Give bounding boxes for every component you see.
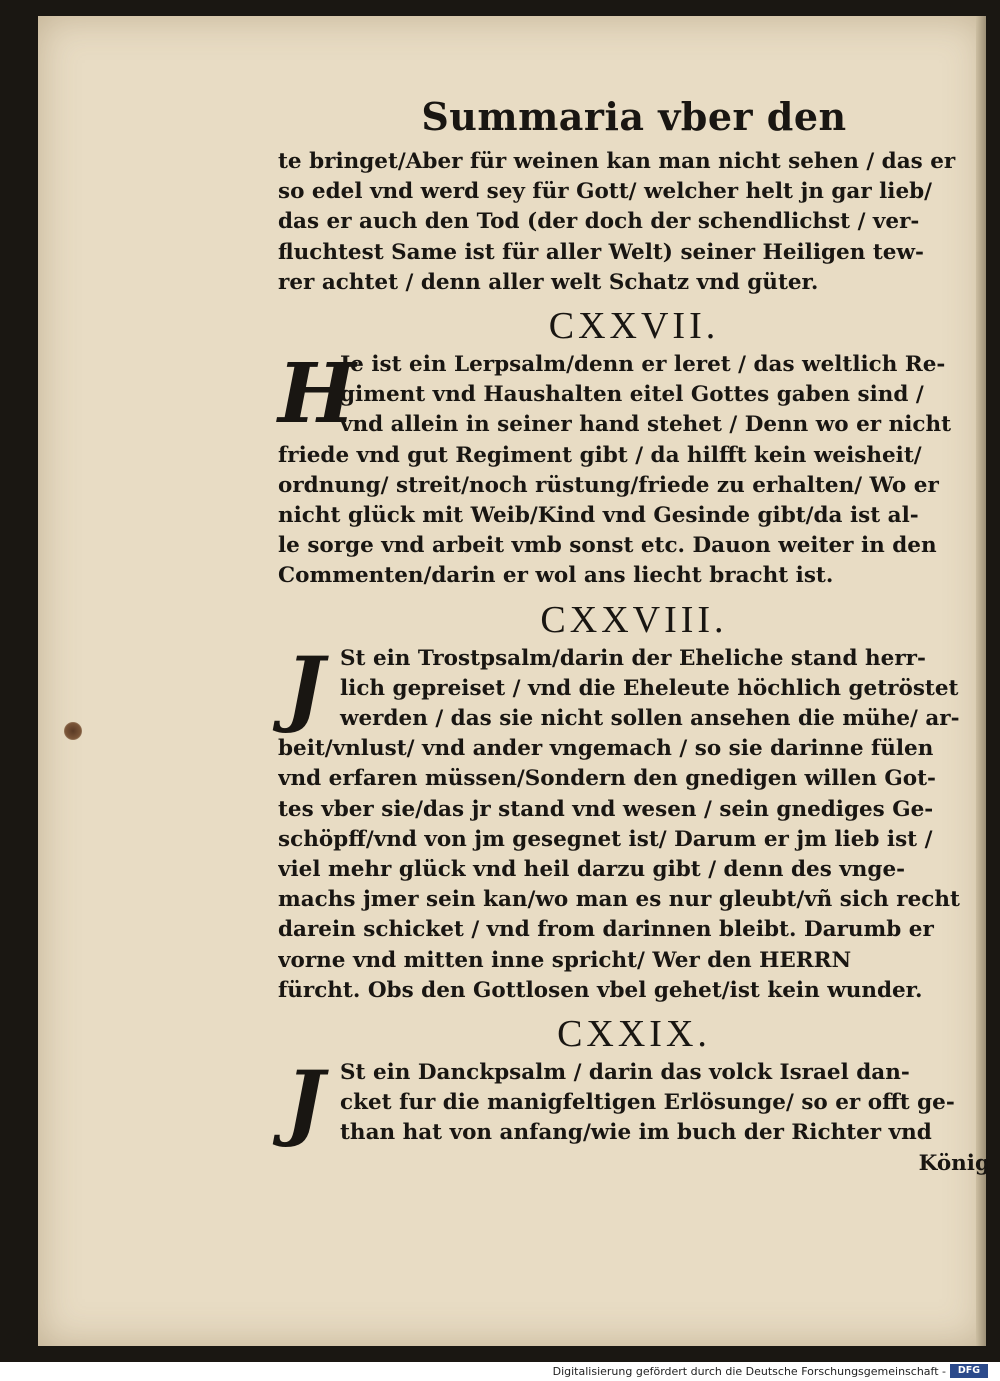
section-number: CXXIX. — [557, 1013, 711, 1056]
intro-paragraph — [278, 147, 990, 298]
text-line: cket fur die manigfeltigen Erlösunge/ so er offt ge- — [340, 1090, 955, 1116]
text-line: St ein Trostpsalm/darin der Eheliche stand herr- — [340, 645, 926, 671]
section-number: CXXVIII. — [540, 598, 728, 641]
text-line: das er auch den Tod (der doch der schendlichst / ver- — [278, 209, 920, 235]
text-line: than hat von anfang/wie im buch der Richter vnd — [340, 1120, 932, 1146]
text-line: te bringet/Aber für weinen kan man nicht sehen / das er — [278, 149, 956, 174]
text-line: le sorge vnd arbeit vmb sonst etc. Dauon weiter in den — [278, 533, 937, 559]
text-line: fluchtest Same ist für aller Welt) seiner Heiligen tew- — [278, 239, 924, 265]
text-line: so edel vnd werd sey für Gott/ welcher helt jn gar lieb/ — [278, 179, 933, 205]
text-line: ordnung/ streit/noch rüstung/friede zu erhalten/ Wo er — [278, 472, 939, 498]
drop-initial: J — [285, 639, 325, 736]
section-paragraph — [278, 639, 990, 1006]
text-line: beit/vnlust/ vnd ander vngemach / so sie darinne fülen — [278, 736, 934, 762]
text-line: Commenten/darin er wol ans liecht bracht ist. — [278, 563, 834, 589]
text-line: friede vnd gut Regiment gibt / da hilfft kein weisheit/ — [278, 442, 922, 468]
section-number: CXXVII. — [548, 305, 720, 348]
text-line: schöpff/vnd von jm gesegnet ist/ Darum er jm lieb ist / — [278, 826, 933, 852]
stain-mark — [64, 722, 82, 740]
text-line: giment vnd Haushalten eitel Gottes gaben sind / — [340, 382, 924, 408]
section-paragraph — [278, 346, 990, 592]
text-line: darein schicket / vnd from darinnen bleibt. Darumb er — [278, 917, 934, 943]
drop-initial: J — [285, 1054, 325, 1151]
text-line: tes vber sie/das jr stand vnd wesen / sein gnediges Ge- — [278, 796, 934, 822]
text-line: lich gepreiset / vnd die Eheleute höchlich getröstet — [340, 675, 959, 701]
text-line: viel mehr glück vnd heil darzu gibt / denn des vnge- — [278, 857, 906, 883]
catchword: König — [918, 1150, 990, 1176]
text-block — [278, 94, 990, 1179]
text-line: St ein Danckpsalm / darin das volck Israel dan- — [340, 1060, 910, 1086]
text-line: nicht glück mit Weib/Kind vnd Gesinde gibt/da ist al- — [278, 503, 919, 529]
text-line: Je ist ein Lerpsalm/denn er leret / das weltlich Re- — [340, 352, 946, 378]
text-line: vorne vnd mitten inne spricht/ Wer den HERRN — [278, 947, 852, 973]
text-line: werden / das sie nicht sollen ansehen die mühe/ ar- — [340, 706, 960, 732]
drop-initial: H — [278, 346, 356, 443]
book-page — [38, 16, 990, 1346]
footer-bar — [0, 1362, 1000, 1381]
text-line: rer achtet / denn aller welt Schatz vnd güter. — [278, 269, 819, 295]
dfg-logo: DFG — [950, 1364, 988, 1378]
section-paragraph — [278, 1054, 990, 1151]
text-line: machs jmer sein kan/wo man es nur gleubt/vñ sich recht — [278, 887, 960, 913]
text-line: fürcht. Obs den Gottlosen vbel gehet/ist kein wunder. — [278, 977, 923, 1003]
funding-credit: Digitalisierung gefördert durch die Deutsche Forschungsgemeinschaft - — [552, 1365, 946, 1378]
running-title: Summaria vber den — [421, 94, 847, 139]
text-line: vnd erfaren müssen/Sondern den gnedigen willen Got- — [278, 766, 936, 792]
text-line: vnd allein in seiner hand stehet / Denn wo er nicht — [340, 412, 952, 438]
